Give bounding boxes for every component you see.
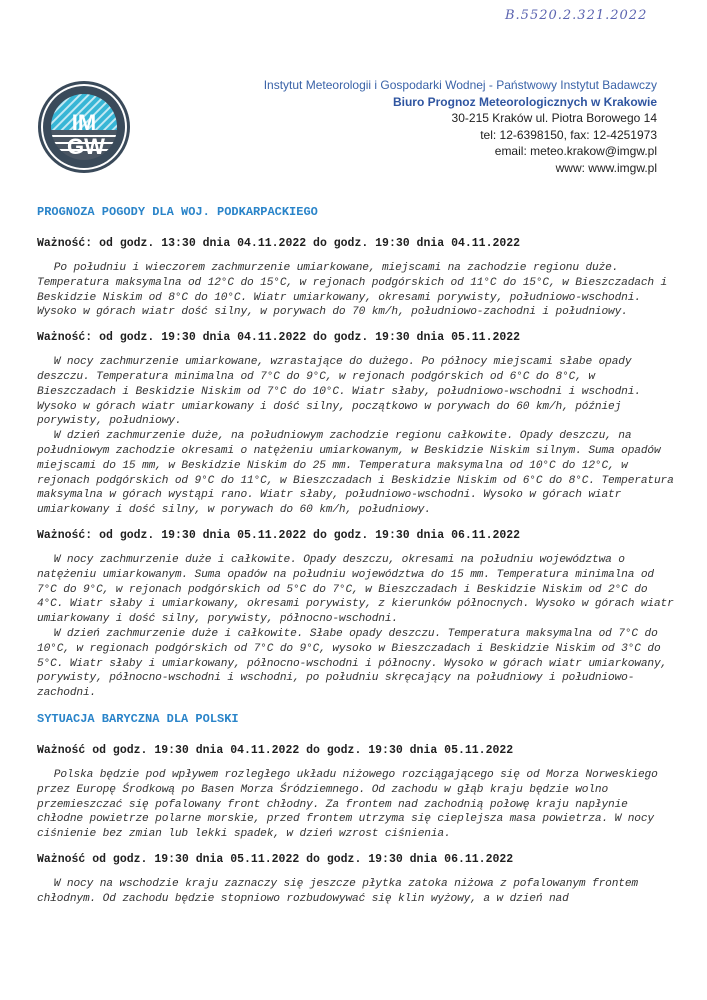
- validity-line: Ważność: od godz. 19:30 dnia 05.11.2022 do godz. 19:30 dnia 06.11.2022: [37, 528, 521, 542]
- validity-line: Ważność: od godz. 13:30 dnia 04.11.2022 do godz. 19:30 dnia 04.11.2022: [37, 237, 521, 250]
- forecast-paragraph: W nocy zachmurzenie umiarkowane, wzrastające do dużego. Po północy miejscami słabe opady deszczu. Temperatura minimalna od 7°C do 9°C, w rejonach podgórskich od 6°C do 8°C, w Bieszczadach i Beskidzie Niskim od 7°C do 10°C. Wiatr słaby, południowo-wschodni i wschodni. Wysoko w górach wiatr umiarkowany i dość silny, początkowo w porywach do 60 km/h, później porywisty, południowy.: [37, 356, 641, 428]
- forecast-paragraph: W dzień zachmurzenie duże i całkowite. Słabe opady deszczu. Temperatura maksymalna od 7°C do 10°C, w regionach podgórskich od 7°C do 9°C, wysoko w Bieszczadach i Beskidzie Niskim od 3°C do 5°C. Wiatr słaby i umiarkowany, północno-wschodni i północny. Wysoko w górach wiatr umiarkowany, porywisty, północno-wschodni i wschodni, po południu skręcający na południowy i południowo-zachodni.: [37, 627, 668, 700]
- document-body: [37, 205, 677, 918]
- logo-text-gw: GW: [67, 134, 105, 159]
- phone-fax: tel: 12-6398150, fax: 12-4251973: [480, 127, 657, 142]
- bureau-name: Biuro Prognoz Meteorologicznych w Krakowie: [392, 94, 657, 109]
- forecast-title: PROGNOZA POGODY DLA WOJ. PODKARPACKIEGO: [37, 205, 318, 219]
- baric-period: [37, 853, 677, 907]
- institute-name: Instytut Meteorologii i Gospodarki Wodnej - Państwowy Instytut Badawczy: [263, 78, 657, 92]
- forecast-paragraph: W dzień zachmurzenie duże, na południowym zachodzie regionu całkowite. Opady deszczu, na południowym zachodzie okresami o natężeniu umiarkowanym, w Beskidzie Niskim silnym. Suma opadów miejscami do 15 mm, w Beskidzie Niskim do 25 mm. Temperatura maksymalna od 10°C do 12°C, w rejonach podgórskich od 9°C do 11°C, w Bieszczadach i Beskidzie Niskim od 6°C do 8°C. Temperatura maksymalna w górach wystąpi rano. Wiatr słaby, południowo-wschodni. Wysoko w górach wiatr umiarkowany i dość silny, w porywach do 60 km/h, południowy.: [37, 430, 674, 517]
- imgw-logo-graphic: [34, 80, 134, 175]
- forecast-period: [37, 529, 677, 701]
- logo-text-im: IM: [71, 110, 97, 135]
- address: 30-215 Kraków ul. Piotra Borowego 14: [451, 111, 657, 125]
- baric-title: SYTUACJA BARYCZNA DLA POLSKI: [37, 711, 239, 726]
- baric-paragraph: W nocy na wschodzie kraju zaznaczy się jeszcze płytka zatoka niżowa z pofalowanym frontem chłodnym. Od zachodu będzie stopniowo rozbudowywać się klin wyżowy, a w dzień nad: [37, 877, 638, 905]
- website: www: www.imgw.pl: [555, 160, 657, 175]
- handwritten-reference-number: B.5520.2.321.2022: [505, 8, 648, 23]
- forecast-period: [37, 237, 677, 320]
- validity-line: Ważność od godz. 19:30 dnia 05.11.2022 do godz. 19:30 dnia 06.11.2022: [37, 852, 514, 866]
- institution-header: [264, 77, 657, 176]
- baric-period: [37, 744, 677, 842]
- validity-line: Ważność od godz. 19:30 dnia 04.11.2022 do godz. 19:30 dnia 05.11.2022: [37, 743, 514, 757]
- forecast-paragraph: W nocy zachmurzenie duże i całkowite. Opady deszczu, okresami na południu województwa o natężeniu umiarkowanym. Suma opadów na południu województwa do 15 mm. Temperatura minimalna od 7°C do 9°C, w rejonach podgórskich od 5°C do 7°C, w Bieszczadach i Beskidzie Niskim od 2°C do 4°C. Wiatr słaby i umiarkowany, okresami porywisty, z kierunków północnych. Wysoko w górach wiatr umiarkowany i dość silny, porywisty, północno-wschodni.: [37, 553, 674, 626]
- baric-paragraph: Polska będzie pod wpływem rozległego układu niżowego rozciągającego się od Morza Norweskiego przez Europę Środkową po Basen Morza Śródziemnego. Od zachodu w głąb kraju będzie wolno przemieszczać się pofalowany front chłodny. Za frontem nad zachodnią połowę kraju napłynie chłodne powietrze polarne morskie, przed frontem utrzyma się cieplejsza masa powietrza. W nocy ciśnienie bez zmian lub lekki spadek, w dzień wzrost ciśnienia.: [37, 768, 658, 841]
- forecast-period: [37, 331, 677, 518]
- email: email: meteo.krakow@imgw.pl: [494, 144, 657, 158]
- validity-line: Ważność: od godz. 19:30 dnia 04.11.2022 do godz. 19:30 dnia 05.11.2022: [37, 331, 521, 345]
- imgw-logo: [34, 80, 134, 175]
- forecast-paragraph: Po południu i wieczorem zachmurzenie umiarkowane, miejscami na zachodzie regionu duże. Temperatura maksymalna od 12°C do 15°C, w rejonach podgórskich od 11°C do 15°C, w Bieszczadach i Beskidzie Niskim od 8°C do 10°C. Wiatr umiarkowany, okresami porywisty, południowo-wschodni. Wysoko w górach wiatr dość silny, w porywach do 70 km/h, południowo-zachodni i południowy.: [37, 262, 668, 319]
